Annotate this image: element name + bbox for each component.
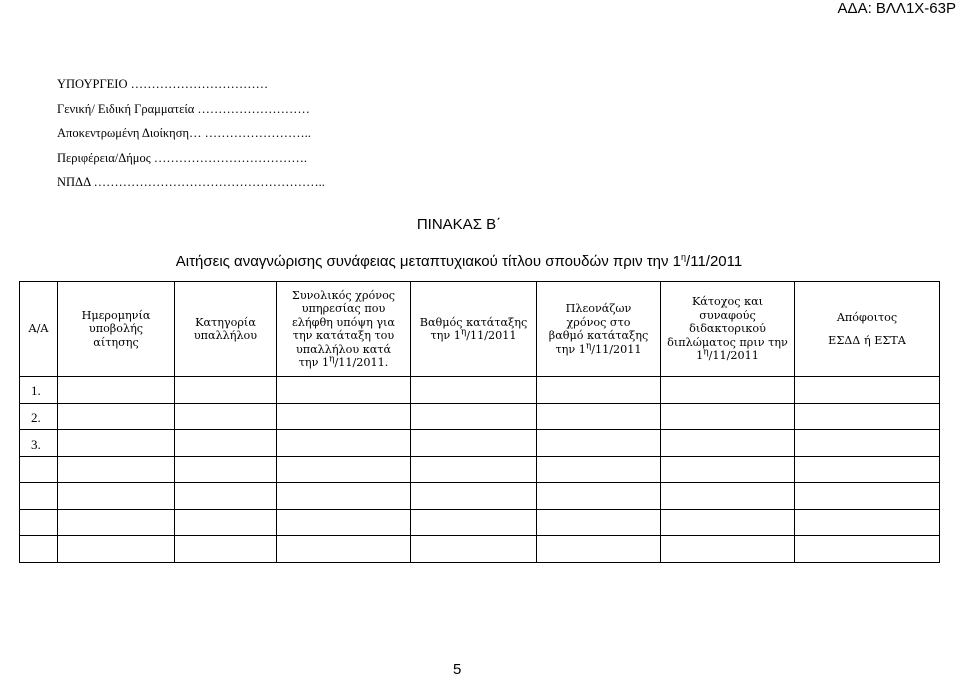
table-cell[interactable] <box>661 509 795 536</box>
column-header-5 <box>411 282 537 377</box>
table-cell[interactable] <box>795 509 940 536</box>
column-header-line: Α/Α <box>28 322 49 336</box>
table-cell[interactable] <box>537 483 661 510</box>
row-number: 3. <box>31 437 41 452</box>
date-sup: η <box>585 340 592 351</box>
table-cell[interactable] <box>537 403 661 430</box>
column-header-line: Πλεονάζων <box>565 302 632 315</box>
table-cell[interactable] <box>58 403 175 430</box>
table-row <box>20 430 940 457</box>
table-cell[interactable] <box>537 536 661 563</box>
header-line-ministry: ΥΠΟΥΡΓΕΙΟ …………………………… <box>57 77 269 91</box>
subtitle-prefix: Αιτήσεις αναγνώρισης συνάφειας μεταπτυχιακού τίτλου σπουδών πριν την 1 <box>175 253 682 270</box>
date-sup: η <box>460 327 467 338</box>
column-header-line: διπλώματος πριν την <box>667 335 788 349</box>
ada-code: ΑΔΑ: ΒΛΛ1Χ-63Ρ <box>837 0 956 17</box>
table-header-row <box>20 282 940 377</box>
table-cell[interactable] <box>411 403 537 430</box>
column-header-line: Συνολικός χρόνος <box>291 288 396 302</box>
column-header-line: υπηρεσίας που <box>301 302 386 315</box>
table-cell[interactable] <box>411 483 537 510</box>
table-cell[interactable] <box>58 377 175 404</box>
header-line-npdd: ΝΠΔΔ ……………………………………………….. <box>57 175 325 189</box>
table-title: ΠΙΝΑΚΑΣ Β΄ <box>416 216 502 233</box>
table-cell[interactable] <box>537 377 661 404</box>
table-row <box>20 377 940 404</box>
table-cell[interactable] <box>537 430 661 457</box>
subtitle-suffix: /11/2011 <box>686 253 743 270</box>
column-header-line: ελήφθη υπόψη για <box>292 315 395 329</box>
table-cell[interactable] <box>175 377 277 404</box>
applications-table <box>19 281 940 563</box>
table-cell[interactable] <box>411 456 537 483</box>
column-header-4 <box>277 282 411 377</box>
column-header-line: υποβολής <box>88 322 144 336</box>
column-header-line: χρόνος στο <box>566 315 631 329</box>
table-cell[interactable] <box>175 483 277 510</box>
date-sup: η <box>329 354 335 365</box>
column-header-2 <box>58 282 175 377</box>
table-cell[interactable] <box>58 456 175 483</box>
table-cell[interactable] <box>661 483 795 510</box>
table-cell[interactable] <box>175 536 277 563</box>
table-cell[interactable] <box>58 536 175 563</box>
table-cell[interactable] <box>58 509 175 536</box>
table-cell[interactable] <box>411 509 537 536</box>
column-header-line: Κάτοχος και <box>691 295 764 309</box>
table-cell[interactable] <box>175 456 277 483</box>
table-row <box>20 483 940 510</box>
column-header-date-line <box>540 340 657 357</box>
table-cell[interactable] <box>537 456 661 483</box>
header-line-secretariat: Γενική/ Ειδική Γραμματεία ……………………… <box>57 101 310 116</box>
table-cell[interactable] <box>20 456 58 483</box>
column-header-line: συναφούς <box>699 308 756 322</box>
date-sup: η <box>703 347 709 358</box>
table-body <box>20 377 940 563</box>
table-cell[interactable] <box>277 536 411 563</box>
date-suffix: /11/2011 <box>466 329 517 342</box>
column-header-line: Βαθμός κατάταξης <box>419 315 528 329</box>
table-cell[interactable] <box>795 430 940 457</box>
table-row <box>20 509 940 536</box>
table-cell[interactable] <box>661 430 795 457</box>
date-prefix: την 1 <box>555 342 586 356</box>
date-prefix: την 1 <box>298 356 330 369</box>
table-cell[interactable] <box>661 536 795 563</box>
table-cell[interactable] <box>661 377 795 404</box>
column-header-1 <box>20 282 58 377</box>
table-cell[interactable] <box>20 483 58 510</box>
date-suffix: /11/2011. <box>334 356 389 369</box>
column-header-8 <box>795 282 940 377</box>
date-suffix: /11/2011 <box>591 342 642 356</box>
table-cell[interactable] <box>411 430 537 457</box>
table-row <box>20 536 940 563</box>
table-cell[interactable] <box>175 509 277 536</box>
table-cell[interactable] <box>411 536 537 563</box>
table-cell[interactable] <box>175 430 277 457</box>
table-cell[interactable] <box>795 377 940 404</box>
table-cell[interactable] <box>277 430 411 457</box>
table-subtitle <box>0 253 918 270</box>
column-header-line: την κατάταξη του <box>292 329 395 342</box>
column-header-line: διδακτορικού <box>689 322 766 336</box>
table-cell[interactable] <box>58 430 175 457</box>
column-header-line: υπαλλήλου <box>193 329 258 342</box>
column-header-date-line <box>280 356 407 370</box>
column-header-6 <box>537 282 661 377</box>
table-cell[interactable] <box>277 509 411 536</box>
column-header-line: Απόφοιτος <box>836 310 898 324</box>
table-cell[interactable] <box>661 456 795 483</box>
row-number: 2. <box>31 410 41 425</box>
table-cell[interactable] <box>277 403 411 430</box>
header-line-region: Περιφέρεια/Δήμος ………………………………. <box>57 150 307 165</box>
column-header-line: υπαλλήλου κατά <box>295 342 392 356</box>
table-cell[interactable] <box>175 403 277 430</box>
date-suffix: /11/2011 <box>708 349 759 363</box>
column-header-line: Κατηγορία <box>195 315 256 329</box>
table-cell[interactable] <box>795 456 940 483</box>
table-cell[interactable] <box>277 377 411 404</box>
column-header-line: αίτησης <box>93 335 139 349</box>
table-cell[interactable] <box>20 509 58 536</box>
column-header-3 <box>175 282 277 377</box>
table-cell[interactable] <box>411 377 537 404</box>
page-number: 5 <box>453 661 462 678</box>
table-row <box>20 456 940 483</box>
table-cell[interactable] <box>661 403 795 430</box>
column-header-date-line <box>414 329 533 343</box>
date-prefix: 1 <box>696 349 704 363</box>
table-row <box>20 403 940 430</box>
column-header-line: Ημερομηνία <box>81 308 151 322</box>
table-cell[interactable] <box>58 483 175 510</box>
table-cell[interactable] <box>537 509 661 536</box>
column-header-line: βαθμό κατάταξης <box>548 329 649 342</box>
subtitle-sup: η <box>681 252 687 262</box>
date-prefix: την 1 <box>430 329 461 342</box>
table-cell[interactable] <box>20 536 58 563</box>
column-header-7 <box>661 282 795 377</box>
header-lines <box>57 76 325 199</box>
table-cell[interactable] <box>795 403 940 430</box>
table-cell[interactable] <box>795 536 940 563</box>
table-cell[interactable] <box>795 483 940 510</box>
column-header-date-line <box>664 349 791 363</box>
table-cell[interactable] <box>277 456 411 483</box>
column-header-line: ΕΣΔΔ ή ΕΣΤΑ <box>828 334 906 347</box>
header-line-administration: Αποκεντρωμένη Διοίκηση… …………………….. <box>57 126 311 140</box>
row-number: 1. <box>31 383 41 398</box>
table-cell[interactable] <box>277 483 411 510</box>
